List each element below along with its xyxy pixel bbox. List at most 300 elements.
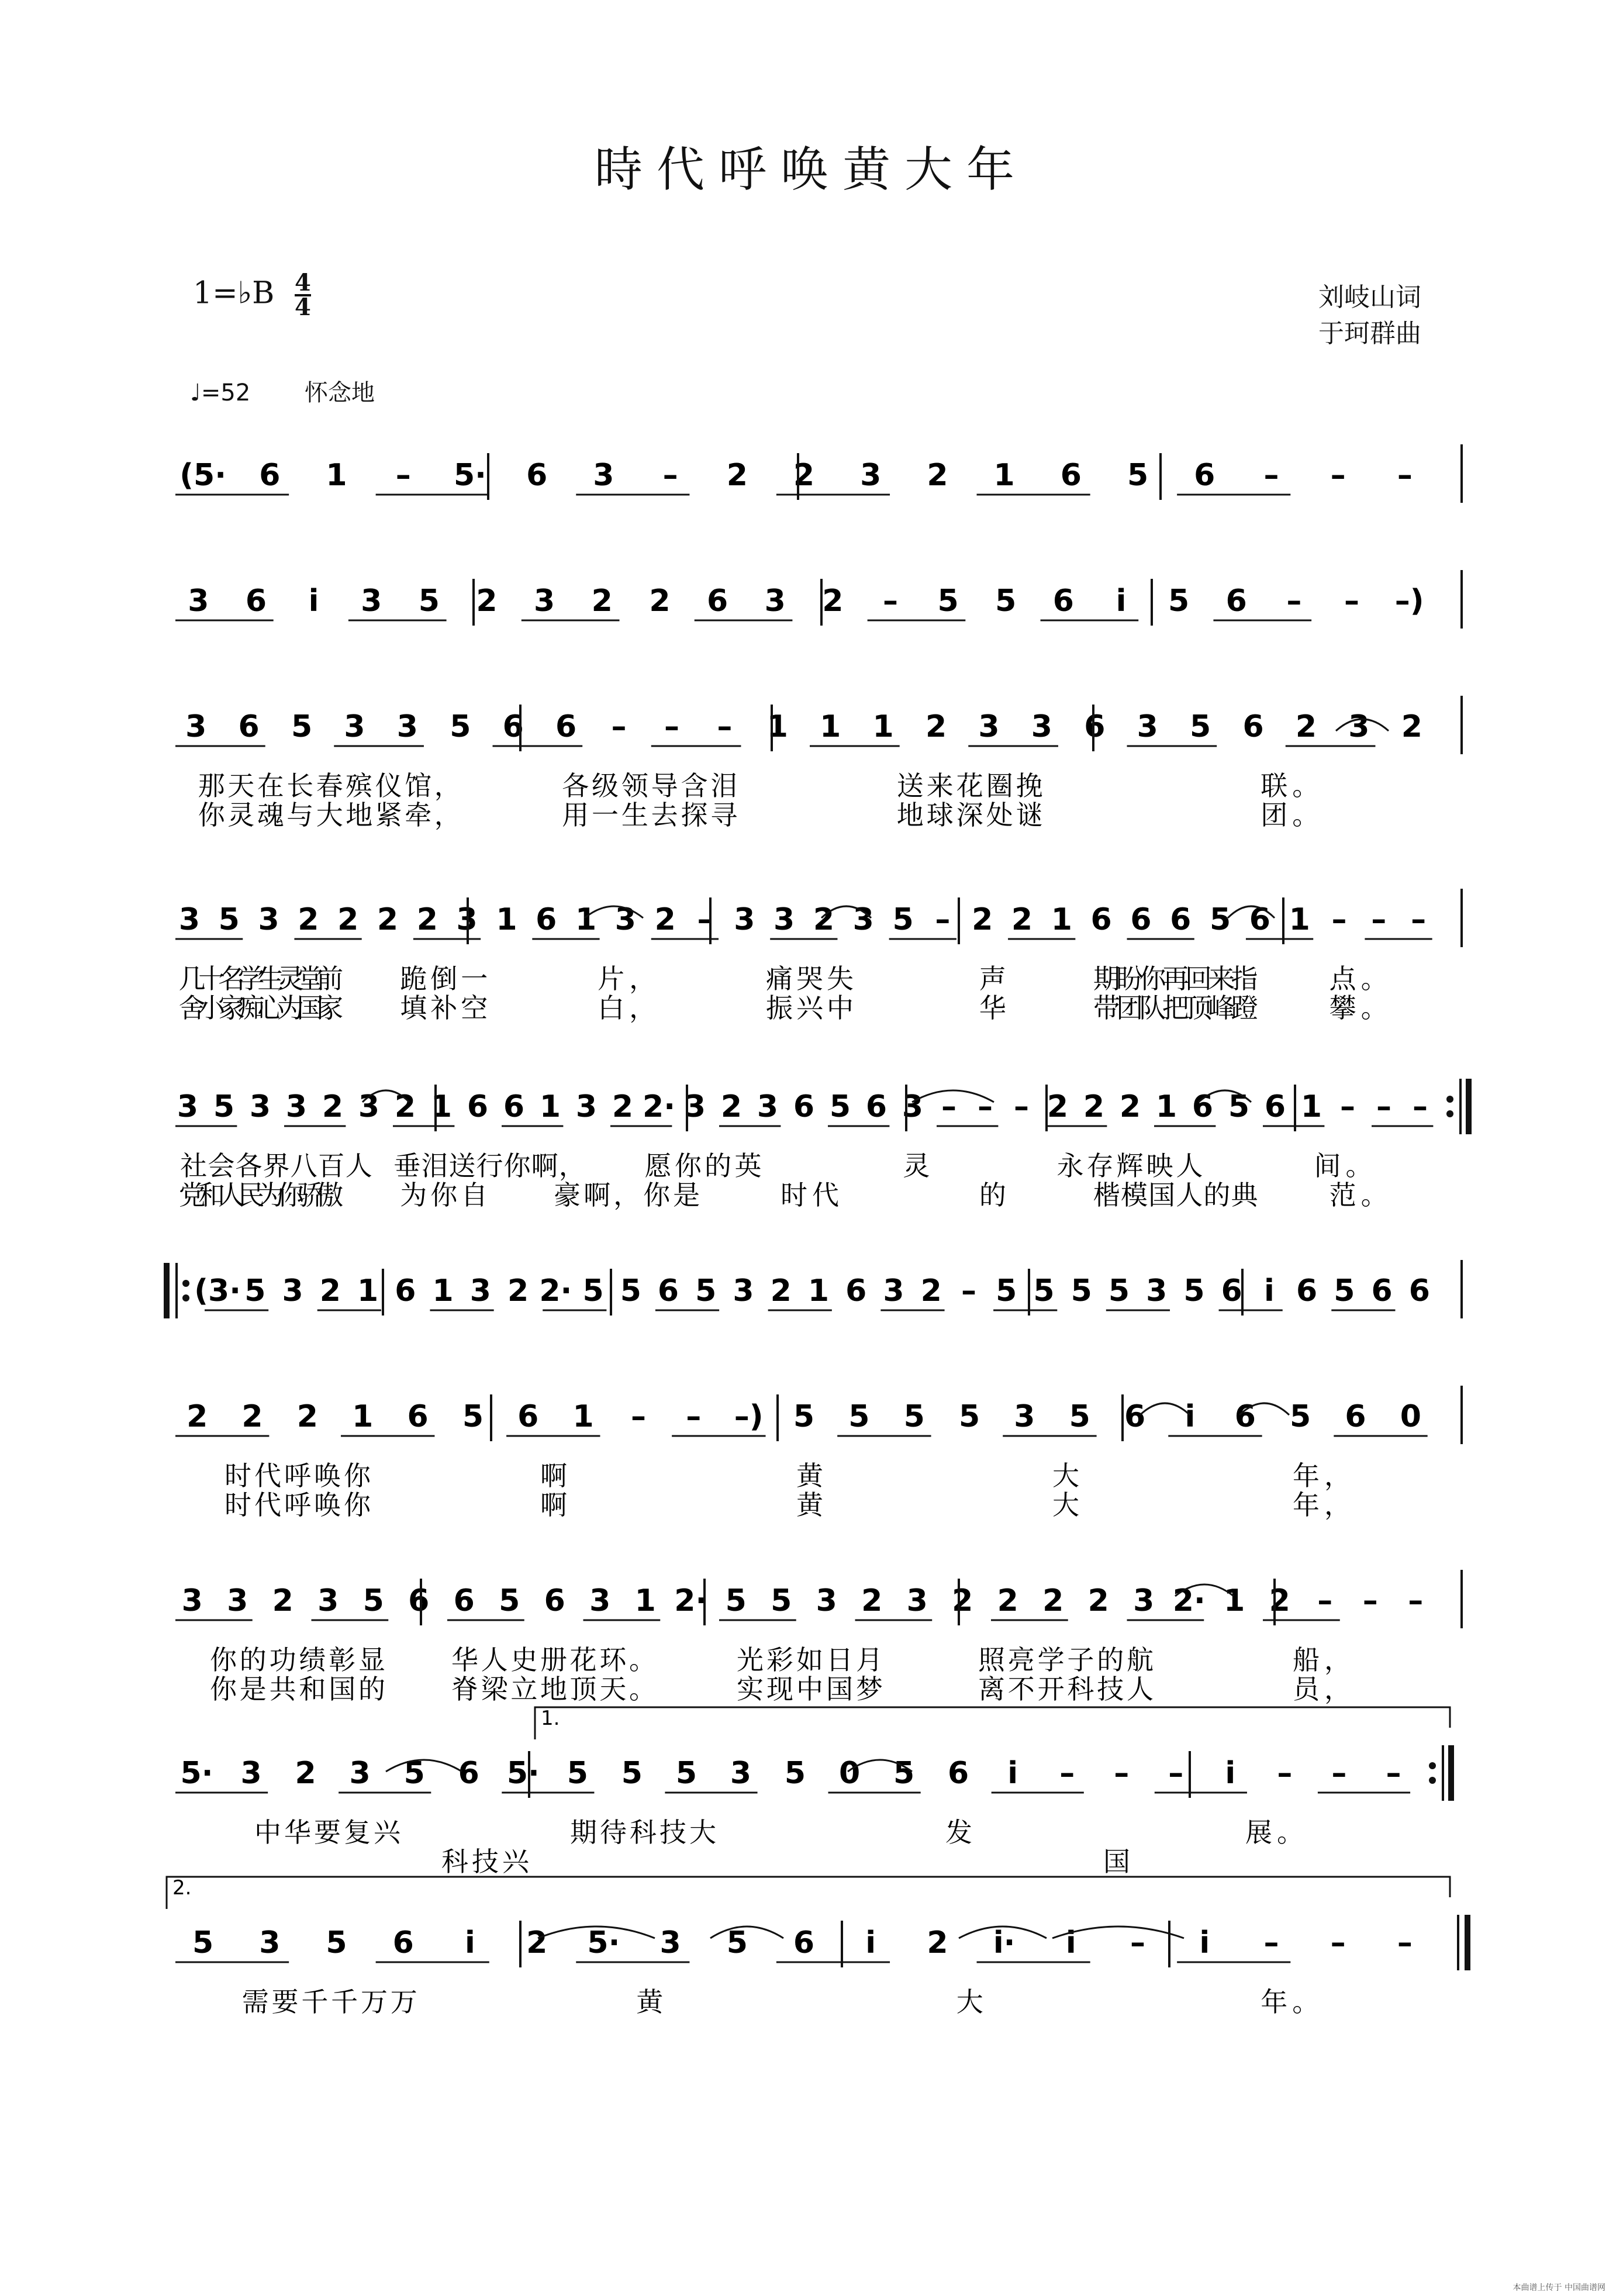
note: 2 <box>526 1925 548 1960</box>
note: 5 <box>892 902 914 937</box>
note: – <box>1376 1089 1391 1124</box>
note: 2 <box>720 1089 743 1124</box>
note: – <box>630 1399 646 1434</box>
note: 3 <box>259 1925 281 1960</box>
note: – <box>1330 1925 1346 1960</box>
lyric-verse-1: 啊 <box>540 1460 567 1491</box>
note: 2 <box>319 1273 341 1308</box>
note: 3 <box>344 709 365 744</box>
lyric-verse-1: 垂泪送行你啊， <box>393 1150 586 1182</box>
note: 5 <box>582 1273 604 1308</box>
note: 6 <box>1194 458 1215 493</box>
note: 2 <box>295 1756 316 1791</box>
note: 1 <box>432 1273 454 1308</box>
lyric-verse-2: 你是共和国的 <box>210 1673 385 1705</box>
tempo-value: ♩=52 <box>190 379 251 406</box>
repeat-dot <box>182 1280 189 1287</box>
note: – <box>978 1089 993 1124</box>
note: – <box>1168 1756 1184 1791</box>
footer-watermark: 本曲谱上传于 中国曲谱网 <box>1513 2283 1605 2292</box>
lyric-verse-1: 联。 <box>1261 770 1320 802</box>
note: 3 <box>684 1089 706 1124</box>
note: – <box>1330 458 1346 493</box>
note: 5 <box>1071 1273 1092 1308</box>
note: 3 <box>883 1273 904 1308</box>
note: 6 <box>1249 902 1270 937</box>
note: 2 <box>972 902 993 937</box>
note: 6 <box>544 1583 565 1618</box>
note: 2· <box>539 1273 572 1308</box>
note: 5 <box>244 1273 266 1308</box>
note: – <box>611 709 627 744</box>
lyric-verse-1: 中华要复兴 <box>254 1817 400 1848</box>
note: – <box>1386 1756 1401 1791</box>
note: 3 <box>258 902 279 937</box>
note: 2 <box>377 902 399 937</box>
lyric-verse-1: 展。 <box>1245 1817 1304 1848</box>
note: 3 <box>659 1925 681 1960</box>
lyric-verse-2: 楷模国人的典 <box>1093 1179 1258 1211</box>
note: – <box>1413 1089 1428 1124</box>
lyric-verse-1: 各级领导含泪 <box>562 770 738 802</box>
note: 2 <box>1087 1583 1109 1618</box>
note: – <box>1362 1583 1378 1618</box>
note: – <box>961 1273 976 1308</box>
note: 5 <box>784 1756 806 1791</box>
note: 1 <box>1051 902 1072 937</box>
time-signature-top: 4 <box>294 269 311 296</box>
note: 5 <box>192 1925 214 1960</box>
note: 3 <box>282 1273 303 1308</box>
lyric-verse-1: 大 <box>956 1986 983 2018</box>
note: 1 <box>539 1089 561 1124</box>
note: 5· <box>180 1756 213 1791</box>
note: 1 <box>872 709 894 744</box>
note: – <box>1263 1925 1279 1960</box>
repeat-dot <box>1446 1110 1453 1117</box>
lyric-verse-2: 舍小家痴心为国家 <box>178 992 344 1024</box>
note: 2· <box>1172 1583 1206 1618</box>
note: 3 <box>1014 1399 1035 1434</box>
lyric-verse-2: 的 <box>979 1179 1006 1211</box>
note: 3 <box>906 1583 928 1618</box>
note: 3 <box>188 584 209 619</box>
note: 5 <box>450 709 471 744</box>
note: 2 <box>726 458 748 493</box>
note: 3 <box>227 1583 248 1618</box>
note: 6 <box>526 458 548 493</box>
note: 6 <box>1130 902 1152 937</box>
note: i <box>465 1925 475 1960</box>
lyric-verse-2: 党和人民为你骄傲 <box>178 1179 344 1211</box>
note: 3 <box>757 1089 779 1124</box>
note: 2 <box>1083 1089 1105 1124</box>
note: 2 <box>861 1583 883 1618</box>
note: 3 <box>1031 709 1052 744</box>
note: – <box>1277 1756 1293 1791</box>
note: – <box>1371 902 1387 937</box>
lyric-verse-2: 离不开科技人 <box>978 1673 1154 1705</box>
lyricist: 刘岐山词 <box>1318 282 1421 312</box>
note: 1 <box>634 1583 656 1618</box>
note: 5 <box>418 584 440 619</box>
note: – <box>1331 902 1347 937</box>
note: 6 <box>1345 1399 1366 1434</box>
note: 2 <box>813 902 834 937</box>
note: 6 <box>706 584 728 619</box>
lyric-verse-2: 国 <box>1103 1846 1130 1877</box>
note: 2 <box>591 584 613 619</box>
lyric-verse-1: 华人史册花环。 <box>451 1644 656 1676</box>
note: i <box>1065 1925 1076 1960</box>
lyric-verse-1: 愿你的英 <box>644 1150 762 1182</box>
note: 5· <box>587 1925 620 1960</box>
note: 3 <box>902 1089 924 1124</box>
note: i <box>1263 1273 1275 1308</box>
note: 2 <box>476 584 498 619</box>
note: 3 <box>469 1273 491 1308</box>
note: 3 <box>456 902 478 937</box>
lyric-verse-2: 团。 <box>1261 799 1320 831</box>
note: – <box>662 458 678 493</box>
key-signature: 1=♭B <box>193 275 275 311</box>
note: 5 <box>695 1273 717 1308</box>
note: 5 <box>620 1273 641 1308</box>
note: – <box>935 902 951 937</box>
note: – <box>1130 1925 1146 1960</box>
note: 6 <box>1090 902 1112 937</box>
volta-bracket <box>535 1707 1450 1739</box>
note: – <box>941 1089 956 1124</box>
repeat-dot <box>1446 1096 1453 1103</box>
note: (3· <box>194 1273 241 1308</box>
note: –) <box>1394 584 1424 619</box>
note: 3 <box>177 1089 199 1124</box>
note: 3 <box>978 709 1000 744</box>
note: 0 <box>1400 1399 1421 1434</box>
note: 6 <box>395 1273 416 1308</box>
note: 6 <box>502 709 524 744</box>
note: 2 <box>298 902 319 937</box>
note: 3 <box>1348 709 1370 744</box>
note: 2 <box>1047 1089 1069 1124</box>
note: 1 <box>496 902 517 937</box>
note: 6 <box>517 1399 539 1434</box>
lyric-verse-2: 脊梁立地顶天。 <box>451 1673 656 1705</box>
repeat-dot <box>1429 1762 1436 1769</box>
note: i <box>1185 1399 1196 1434</box>
note: 2 <box>1011 902 1033 937</box>
note: 5 <box>726 1925 748 1960</box>
note: 6 <box>1124 1399 1146 1434</box>
note: 5 <box>213 1089 235 1124</box>
note: 5 <box>771 1583 792 1618</box>
lyric-verse-1: 片， <box>598 963 657 995</box>
lyric-verse-2: 带团队把顶峰蹬 <box>1093 992 1258 1024</box>
note: 3 <box>178 902 200 937</box>
note: 6 <box>948 1756 969 1791</box>
note: – <box>686 1399 702 1434</box>
note: 5 <box>499 1583 520 1618</box>
lyric-verse-2: 用一生去探寻 <box>562 799 738 831</box>
note: 6 <box>865 1089 888 1124</box>
note: 1 <box>352 1399 374 1434</box>
song-title: 時代呼唤黄大年 <box>594 142 1028 198</box>
note: i <box>308 584 319 619</box>
note: –) <box>734 1399 764 1434</box>
note: 6 <box>407 1399 429 1434</box>
note: 6 <box>458 1756 479 1791</box>
note: 5 <box>462 1399 484 1434</box>
lyric-verse-1: 跪倒一 <box>400 963 488 995</box>
note: 6 <box>1264 1089 1286 1124</box>
note: 2 <box>272 1583 293 1618</box>
lyric-verse-1: 期盼你再回来指 <box>1093 963 1258 995</box>
note: 2 <box>822 584 844 619</box>
note: 3 <box>1146 1273 1168 1308</box>
note: 5 <box>1168 584 1190 619</box>
note: 5· <box>506 1756 540 1791</box>
note: 3 <box>734 902 755 937</box>
note: 2 <box>416 902 438 937</box>
note: 5 <box>958 1399 980 1434</box>
lyric-verse-2: 填补空 <box>400 992 488 1024</box>
note: 6 <box>536 902 557 937</box>
note: 3 <box>240 1756 262 1791</box>
lyric-verse-1: 灵 <box>903 1150 930 1182</box>
note: 2 <box>925 709 947 744</box>
note: 1 <box>1289 902 1310 937</box>
note: 2 <box>322 1089 344 1124</box>
note: 2 <box>997 1583 1018 1618</box>
note: 3 <box>317 1583 339 1618</box>
note: 2· <box>674 1583 707 1618</box>
note: 3 <box>730 1756 752 1791</box>
note: 5 <box>1209 902 1231 937</box>
note: 2 <box>1401 709 1422 744</box>
note: 5 <box>1190 709 1211 744</box>
note: i <box>865 1925 876 1960</box>
note: 5 <box>725 1583 747 1618</box>
note: 6 <box>793 1925 815 1960</box>
note: 5 <box>793 1399 815 1434</box>
note: – <box>1014 1089 1029 1124</box>
note: 2 <box>1295 709 1317 744</box>
lyric-verse-2: 为你自 <box>400 1179 488 1211</box>
lyric-verse-1: 永存辉映人 <box>1056 1150 1203 1182</box>
note: 2 <box>770 1273 792 1308</box>
note: 5 <box>291 709 313 744</box>
note: – <box>395 458 411 493</box>
slur <box>1140 1403 1190 1415</box>
note: 1 <box>572 1399 594 1434</box>
note: 3 <box>249 1089 271 1124</box>
note: 3 <box>285 1089 308 1124</box>
note: 5 <box>1334 1273 1355 1308</box>
note: 1 <box>1300 1089 1322 1124</box>
lyric-verse-1: 那天在长春殡仪馆， <box>198 770 461 802</box>
lyric-verse-2: 啊 <box>540 1489 567 1521</box>
note: 2 <box>187 1399 208 1434</box>
note: 5 <box>1290 1399 1311 1434</box>
note: (5· <box>179 458 226 493</box>
note: 3 <box>733 1273 754 1308</box>
note: 1 <box>430 1089 453 1124</box>
lyric-verse-2: 地球深处谜 <box>896 799 1043 831</box>
lyric-verse-2: 员， <box>1293 1673 1351 1705</box>
note: 3 <box>181 1583 203 1618</box>
lyric-verse-2: 实现中国梦 <box>737 1673 883 1705</box>
note: 6 <box>1225 584 1247 619</box>
note: 3 <box>1133 1583 1155 1618</box>
note: 3 <box>358 1089 380 1124</box>
lyric-verse-1: 点。 <box>1329 963 1388 995</box>
note: 2 <box>927 458 948 493</box>
note: 6 <box>453 1583 475 1618</box>
note: – <box>1340 1089 1355 1124</box>
note: – <box>1286 584 1302 619</box>
lyric-verse-2: 大 <box>1052 1489 1079 1521</box>
note: 6 <box>1192 1089 1214 1124</box>
note: 1 <box>326 458 347 493</box>
note: 6 <box>1060 458 1082 493</box>
lyric-verse-2: 年， <box>1293 1489 1351 1521</box>
note: 6 <box>259 458 281 493</box>
lyric-verse-1: 声 <box>979 963 1006 995</box>
note: 5 <box>937 584 959 619</box>
note: 2 <box>1042 1583 1064 1618</box>
lyric-verse-2: 攀。 <box>1329 992 1388 1024</box>
lyric-verse-2: 时代 <box>781 1179 839 1211</box>
note: 3 <box>593 458 614 493</box>
note: 2 <box>1269 1583 1290 1618</box>
note: 1 <box>807 1273 830 1308</box>
note: 6 <box>1296 1273 1318 1308</box>
lyric-verse-2: 黄 <box>796 1489 823 1521</box>
note: i <box>1116 584 1127 619</box>
lyric-verse-2: 时代呼唤你 <box>225 1489 371 1521</box>
note: 6 <box>467 1089 489 1124</box>
note: 2 <box>1119 1089 1141 1124</box>
note: 5 <box>1033 1273 1055 1308</box>
lyric-verse-1: 照亮学子的航 <box>978 1644 1154 1676</box>
lyric-verse-2: 范。 <box>1329 1179 1388 1211</box>
note: 5 <box>621 1756 643 1791</box>
lyric-verse-1: 大 <box>1052 1460 1079 1491</box>
note: 3 <box>1137 709 1158 744</box>
note: – <box>1263 458 1279 493</box>
note: 5 <box>996 1273 1017 1308</box>
lyric-verse-1: 社会各界八百人 <box>180 1150 372 1182</box>
note: 5· <box>453 458 486 493</box>
lyric-verse-1: 黄 <box>796 1460 823 1491</box>
repeat-dot <box>1429 1777 1436 1784</box>
note: – <box>717 709 733 744</box>
note: 5 <box>1228 1089 1250 1124</box>
note: 2 <box>241 1399 263 1434</box>
lyric-verse-2: 科技兴 <box>441 1846 529 1877</box>
lyric-verse-1: 你的功绩彰显 <box>210 1644 385 1676</box>
note: 6 <box>503 1089 525 1124</box>
time-signature-bottom: 4 <box>294 294 311 321</box>
note: – <box>1397 1925 1413 1960</box>
note: 5 <box>1069 1399 1090 1434</box>
note: 2 <box>654 902 676 937</box>
note: 2 <box>793 458 815 493</box>
note: 6 <box>793 1089 815 1124</box>
note: 6 <box>1084 709 1106 744</box>
note: 6 <box>1242 709 1264 744</box>
tempo-expression: 怀念地 <box>305 379 375 406</box>
note: i <box>1007 1756 1018 1791</box>
lyric-verse-1: 间。 <box>1314 1150 1373 1182</box>
note: – <box>1408 1583 1424 1618</box>
lyric-verse-1: 痛哭失 <box>766 963 854 995</box>
note: 6 <box>1052 584 1074 619</box>
lyric-verse-1: 光彩如日月 <box>737 1644 883 1676</box>
note: 1 <box>1155 1089 1177 1124</box>
note: 6 <box>245 584 267 619</box>
note: 2 <box>952 1583 973 1618</box>
note: 3 <box>773 902 795 937</box>
lyric-verse-1: 黄 <box>636 1986 664 2018</box>
note: 2 <box>920 1273 942 1308</box>
lyric-verse-1: 年。 <box>1261 1986 1320 2018</box>
note: 2 <box>394 1089 416 1124</box>
lyric-verse-1: 船， <box>1293 1644 1351 1676</box>
lyric-verse-1: 期待科技大 <box>570 1817 716 1848</box>
note: – <box>1411 902 1427 937</box>
note: 5 <box>403 1756 425 1791</box>
note: 5 <box>1127 458 1149 493</box>
note: 3 <box>816 1583 837 1618</box>
note: 2 <box>927 1925 948 1960</box>
note: 3 <box>534 584 555 619</box>
note: 1 <box>993 458 1015 493</box>
note: 2 <box>337 902 359 937</box>
lyric-verse-2: 你灵魂与大地紧牵， <box>198 799 461 831</box>
note: 5 <box>1183 1273 1205 1308</box>
composer: 于珂群曲 <box>1318 319 1421 348</box>
note: 5 <box>567 1756 588 1791</box>
lyric-verse-1: 时代呼唤你 <box>225 1460 371 1491</box>
note: 3 <box>589 1583 611 1618</box>
note: – <box>697 902 713 937</box>
note: 6 <box>555 709 577 744</box>
note: – <box>1397 458 1413 493</box>
note: 3 <box>614 902 636 937</box>
lyric-verse-1: 年， <box>1293 1460 1351 1491</box>
note: 5 <box>903 1399 925 1434</box>
note: 2 <box>649 584 671 619</box>
note: 2 <box>612 1089 634 1124</box>
note: 0 <box>838 1756 861 1791</box>
volta-bracket <box>167 1877 1450 1909</box>
note: 5 <box>893 1756 915 1791</box>
note: 6 <box>238 709 260 744</box>
lyric-verse-1: 发 <box>945 1817 972 1848</box>
note: 3 <box>575 1089 598 1124</box>
note: 2 <box>296 1399 318 1434</box>
note: 2 <box>507 1273 529 1308</box>
note: – <box>1059 1756 1075 1791</box>
note: 1 <box>1224 1583 1245 1618</box>
volta-label: 1. <box>541 1707 560 1730</box>
volta-label: 2. <box>172 1876 192 1900</box>
note: 3 <box>764 584 786 619</box>
lyric-verse-1: 送来花圈挽 <box>896 770 1043 802</box>
note: 5 <box>218 902 240 937</box>
